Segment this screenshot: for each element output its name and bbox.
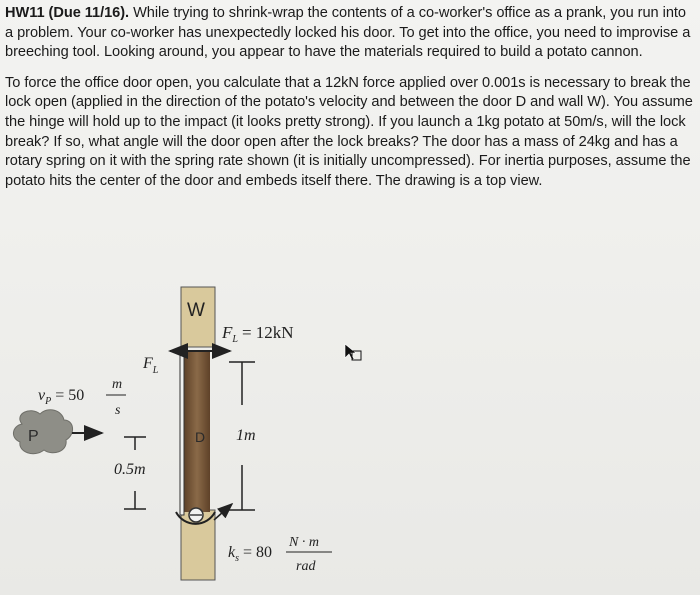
dim-1m-label: 1m [236, 427, 256, 444]
door-label: D [195, 429, 206, 445]
intro-text: While trying to shrink-wrap the contents of a co-worker's office as a prank, you run into a problem. Your co-worker has unexpectedly locked his door. To get into the office, you need to improvise a breeching tool. Looking around, you appear to have the materials required to build a potato cannon. [5, 5, 691, 61]
wall-label: W [187, 300, 205, 321]
spring-arrow [214, 504, 232, 520]
problem-body: To force the office door open, you calculate that a 12kN force applied over 0.001s is necessary to break the lock open (applied in the direction of the potato's velocity and between the door D and wall W). You assume the hinge will hold up to the impact (it looks pretty strong). If you launch a 1kg potato at 50m/s, will the lock break? If so, what angle will the door open after the lock breaks? The door has a mass of 24kg and has a rotary spring on it with the spring rate shown (it is initially uncompressed). For inertia purposes, assume the potato hits the center of the door and embeds itself there. The drawing is a top view. [5, 74, 693, 189]
potato-label: P [28, 428, 39, 445]
door-edge-left [180, 350, 184, 515]
spring-label: $k_s = 80$ [228, 544, 273, 564]
force-side-label: $F_L$ [143, 355, 159, 376]
velocity-denominator: s [115, 403, 121, 418]
dim-half-label: 0.5m [114, 461, 146, 478]
cursor-icon [345, 344, 361, 360]
spring-numerator: N · m [289, 535, 319, 550]
potato [13, 410, 72, 454]
homework-label: HW11 (Due 11/16). [5, 5, 130, 21]
velocity-numerator: m [112, 377, 123, 392]
velocity-label: $v_P = 50$ [38, 387, 85, 407]
spring-denominator: rad [296, 559, 316, 574]
force-label: $F_L = 12kN$ [222, 323, 294, 345]
